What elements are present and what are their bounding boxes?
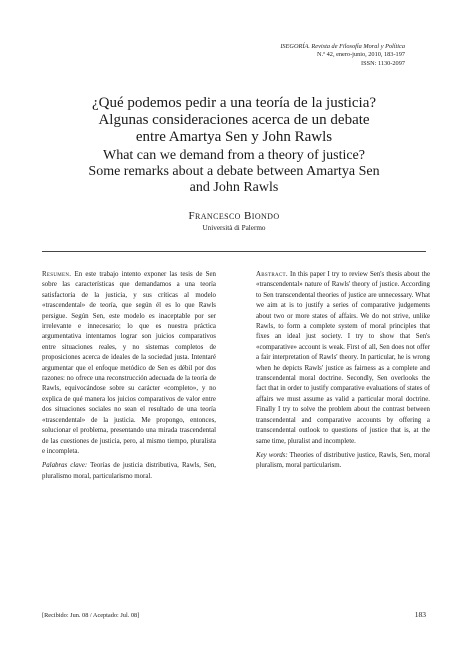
title-en-line-1: What can we demand from a theory of justice? bbox=[102, 148, 365, 163]
article-title-english bbox=[40, 148, 428, 196]
abstract-spanish-label: Resumen. bbox=[42, 271, 72, 278]
author-name: Francesco Biondo bbox=[188, 210, 280, 222]
keywords-english-label: Key words: bbox=[256, 451, 288, 459]
spanish-abstract-column bbox=[42, 270, 216, 482]
title-es-line-3: entre Amartya Sen y John Rawls bbox=[135, 129, 333, 145]
title-es-line-2: Algunas consideraciones acerca de un debate bbox=[98, 112, 370, 128]
title-en-line-2: Some remarks about a debate between Amartya Sen bbox=[88, 164, 380, 179]
keywords-english bbox=[256, 451, 430, 472]
journal-volume: N.º 42, enero-junio, 2010, 183-197 bbox=[317, 51, 405, 59]
abstract-english bbox=[256, 270, 430, 447]
keywords-spanish-label: Palabras clave: bbox=[42, 462, 88, 470]
title-block bbox=[40, 95, 428, 232]
abstract-spanish-text: En este trabajo intento exponer las tesis de Sen sobre las características que demandamos a una teoría satisfactoria de la justicia, y sus críticas al modelo «trascendental» de teoría, que según él es lo que Rawls persigue. Según Sen, este modelo es inaceptable por ser irrelevante e innecesario; lo que es nuestra práctica argumentativa intentamos lograr son juicios comparativos entre situaciones reales, y no sistemas completos de proposiciones acerca de ideales de la sociedad justa. Intentaré argumentar que el enfoque metódico de Sen es débil por dos razones: no ofrece una reconstrucción adecuada de la teoría de Rawls, equivocándose sobre su carácter «completo», y no explica de qué manera los juicios comparativos de valor entre dos situaciones sociales no sean el resultado de una teoría «trascendental» de la justicia. Me propongo, entonces, solucionar el problema, presentando una mirada trascendental de las cuestiones de justicia, pero, al mismo tiempo, pluralista e incompleta. bbox=[42, 271, 216, 455]
abstract-english-text: In this paper I try to review Sen's thesis about the «transcendental» nature of Rawls' theory of justice. According to Sen transcendental theories of justice are unnecessary. What we aim at is to justify a series of comparative judgements about two or more states of affairs. We do not strive, unlike Rawls, to form a complete system of moral principles that fixes an ideal just society. I try to show that Sen's «comparative» account is weak. First of all, Sen does not offer a fair interpretation of Rawls' theory. In particular, he is wrong when he depicts Rawls' justice as fairness as a complete and transcendental moral doctrine. Secondly, Sen overlooks the fact that in order to justify comparative evaluations of states of affairs we must assume as valid a particular moral doctrine. Finally I try to solve the problem about the contrast between transcendental and comparative accounts by offering a transcendental outlook to questions of justice that is, at the same time, pluralist and incomplete. bbox=[256, 271, 430, 445]
keywords-english-text: Theories of distributive justice, Rawls, Sen, moral pluralism, moral particularism. bbox=[256, 451, 430, 470]
abstract-english-label: Abstract. bbox=[256, 271, 288, 278]
title-en-line-3: and John Rawls bbox=[189, 180, 279, 195]
received-accepted-dates: [Recibido: Jun. 08 / Aceptado: Jul. 08] bbox=[42, 612, 140, 619]
divider bbox=[42, 251, 426, 252]
journal-issn: ISSN: 1130-2097 bbox=[360, 59, 405, 67]
keywords-spanish bbox=[42, 461, 216, 482]
journal-header bbox=[165, 43, 405, 68]
journal-name: ISEGORÍA. Revista de Filosofía Moral y Política bbox=[280, 43, 405, 50]
page-number: 183 bbox=[414, 610, 426, 619]
english-abstract-column bbox=[256, 270, 430, 472]
title-es-line-1: ¿Qué podemos pedir a una teoría de la justicia? bbox=[91, 95, 377, 111]
author-affiliation: Università di Palermo bbox=[202, 224, 266, 232]
article-title-spanish bbox=[40, 95, 428, 146]
keywords-spanish-text: Teorías de justicia distributiva, Rawls, Sen, pluralismo moral, particularismo moral. bbox=[42, 462, 216, 480]
abstract-spanish bbox=[42, 270, 216, 457]
